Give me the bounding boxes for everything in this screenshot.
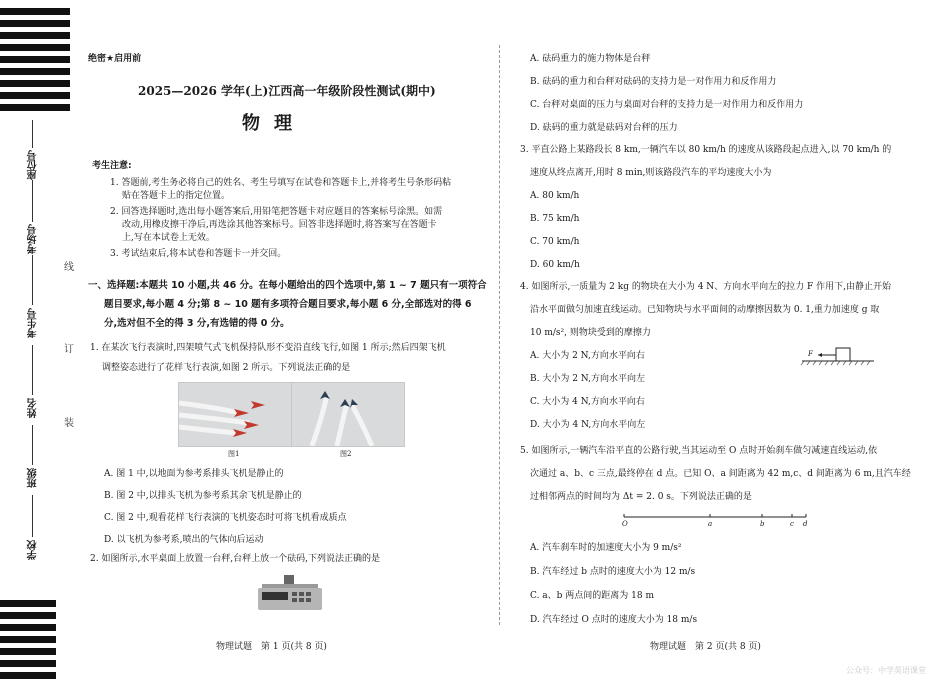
q4-option: C. 大小为 4 N,方向水平向右 [530, 397, 645, 407]
road-points-figure [620, 512, 810, 532]
footer-page-1: 物理试题 第 1 页(共 8 页) [216, 642, 327, 652]
seat-label: 座位号 [28, 150, 39, 180]
figure-1-jets [178, 382, 292, 447]
footer-page-2: 物理试题 第 2 页(共 8 页) [650, 642, 761, 652]
figure-2-jets [291, 382, 405, 447]
section-intro: 一、选择题:本题共 10 小题,共 46 分。在每小题给出的四个选项中,第 1 ~ 7 题只有一项符合 [88, 280, 487, 291]
point-o: O [622, 520, 628, 528]
q4-option: A. 大小为 2 N,方向水平向右 [530, 351, 645, 361]
q5-option: D. 汽车经过 O 点时的速度大小为 18 m/s [530, 615, 698, 625]
seal-char-order: 订 [64, 344, 74, 355]
q3-option: B. 75 km/h [530, 214, 580, 224]
binding-info [0, 0, 90, 688]
q3-option: D. 60 km/h [530, 260, 580, 270]
confidential-mark: 绝密★启用前 [88, 54, 142, 64]
q3-option: C. 70 km/h [530, 237, 580, 247]
point-c: c [790, 520, 794, 528]
q3-stem: 3. 平直公路上某路段长 8 km,一辆汽车以 80 km/h 的速度从该路段起点进入,以 70 km/h 的 [520, 145, 892, 155]
q2-stem: 2. 如图所示,水平桌面上放置一台秤,台秤上放一个砝码,下列说法正确的是 [90, 554, 381, 564]
q4-option: B. 大小为 2 N,方向水平向左 [530, 374, 645, 384]
force-label: F [808, 350, 813, 358]
school-label: 学校 [28, 540, 39, 560]
q2-option: C. 台秤对桌面的压力与桌面对台秤的支持力是一对作用力和反作用力 [530, 100, 804, 110]
notice-line: 3. 考试结束后,将本试卷和答题卡一并交回。 [110, 249, 287, 259]
seal-char-bind: 装 [64, 418, 74, 429]
q4-stem: 沿水平面做匀加速直线运动。已知物块与水平面间的动摩擦因数为 0. 1,重力加速度 g 取 [530, 305, 880, 315]
q5-stem: 过相邻两点的时间均为 Δt = 2. 0 s。下列说法正确的是 [530, 492, 752, 502]
q1-option: B. 图 2 中,以排头飞机为参考系其余飞机是静止的 [104, 491, 302, 501]
notice-line: 上,写在本试卷上无效。 [122, 233, 215, 243]
notice-line: 1. 答题前,考生务必将自己的姓名、考生号填写在试卷和答题卡上,并将考生号条形码粘 [110, 178, 452, 188]
class-label: 班级 [28, 468, 39, 488]
q1-stem: 1. 在某次飞行表演时,四架喷气式飞机保持队形不变沿直线飞行,如图 1 所示;然后四架飞机 [90, 343, 446, 353]
section-intro: 题目要求,每小题 4 分;第 8 ~ 10 题有多项符合题目要求,每小题 6 分,全部选对的得 6 [104, 299, 472, 310]
q5-stem: 5. 如图所示,一辆汽车沿平直的公路行驶,当其运动至 O 点时开始刹车做匀减速直线运动,依 [520, 446, 878, 456]
q4-stem: 4. 如图所示,一质量为 2 kg 的物块在大小为 4 N、方向水平向左的拉力 F 作用下,由静止开始 [520, 282, 891, 292]
q1-option: C. 图 2 中,观看花样飞行表演的飞机姿态时可将飞机看成质点 [104, 513, 347, 523]
watermark: 公众号：中学英语课堂 [846, 666, 926, 675]
point-d: d [803, 520, 808, 528]
q5-stem: 次通过 a、b、c 三点,最终停在 d 点。已知 O、a 间距离为 42 m,c、d 间距离为 6 m,且汽车经 [530, 469, 911, 479]
q5-option: C. a、b 两点间的距离为 18 m [530, 591, 654, 601]
figure-2-caption: 图2 [340, 450, 352, 458]
notice-heading: 考生注意: [92, 161, 132, 171]
q2-option: B. 砝码的重力和台秤对砝码的支持力是一对作用力和反作用力 [530, 77, 777, 87]
section-intro: 分,选对但不全的得 3 分,有选错的得 0 分。 [104, 318, 290, 329]
page-divider [499, 45, 500, 625]
name-label: 姓名 [28, 398, 39, 418]
notice-line: 贴在答题卡上的指定位置。 [122, 191, 231, 201]
block-force-figure [800, 346, 876, 368]
notice-line: 2. 回答选择题时,选出每小题答案后,用铅笔把答题卡对应题目的答案标号涂黑。如需 [110, 207, 443, 217]
q2-option: D. 砝码的重力就是砝码对台秤的压力 [530, 123, 678, 133]
candidate-id-label: 考生号 [28, 308, 39, 338]
q4-option: D. 大小为 4 N,方向水平向左 [530, 420, 646, 430]
q5-option: B. 汽车经过 b 点时的速度大小为 12 m/s [530, 567, 696, 577]
scale-figure [254, 573, 326, 613]
q1-stem: 调整姿态进行了花样飞行表演,如图 2 所示。下列说法正确的是 [102, 363, 351, 373]
point-b: b [760, 520, 765, 528]
notice-line: 改动,用橡皮擦干净后,再选涂其他答案标号。回答非选择题时,将答案写在答题卡 [122, 220, 437, 230]
point-a: a [708, 520, 713, 528]
q2-option: A. 砝码重力的施力物体是台秤 [530, 54, 651, 64]
q1-option: A. 图 1 中,以地面为参考系排头飞机是静止的 [104, 469, 284, 479]
subject-title: 物理 [242, 113, 306, 134]
exam-title: 2025—2026 学年(上)江西高一年级阶段性测试(期中) [138, 84, 436, 98]
figure-1-caption: 图1 [228, 450, 240, 458]
seal-char-line: 线 [64, 262, 74, 273]
q3-option: A. 80 km/h [530, 191, 580, 201]
room-label: 考场号 [28, 224, 39, 254]
q4-stem: 10 m/s², 则物块受到的摩擦力 [530, 328, 651, 338]
q3-stem: 速度从终点离开,用时 8 min,则该路段汽车的平均速度大小为 [530, 168, 772, 178]
q1-option: D. 以飞机为参考系,喷出的气体向后运动 [104, 535, 264, 545]
q5-option: A. 汽车刹车时的加速度大小为 9 m/s² [530, 543, 682, 553]
